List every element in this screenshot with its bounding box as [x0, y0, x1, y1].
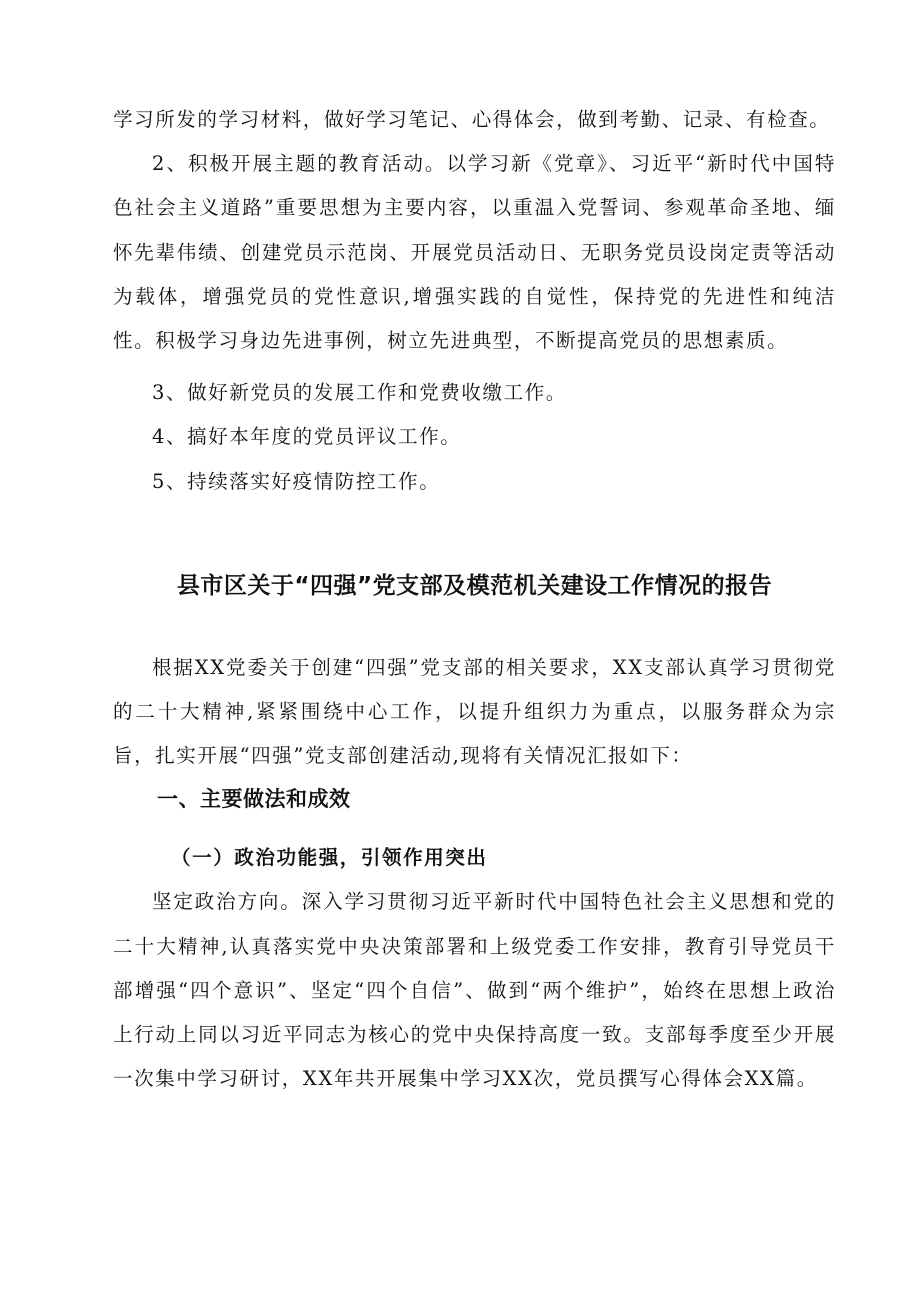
list-item-5: 5、持续落实好疫情防控工作。	[152, 469, 441, 493]
list-item-4: 4、搞好本年度的党员评议工作。	[152, 425, 462, 449]
carryover-paragraph: 学习所发的学习材料，做好学习笔记、心得体会，做到考勤、记录、有检查。	[113, 108, 831, 131]
report-title: 县市区关于“四强”党支部及模范机关建设工作情况的报告	[176, 572, 773, 599]
subsection-heading: （一）政治功能强，引领作用突出	[171, 846, 488, 870]
section-heading: 一、主要做法和成效	[157, 787, 351, 812]
list-item-2: 2、积极开展主题的教育活动。以学习新《党章》、习近平“新时代中国特色社会主义道路”重要思想为主要内容，以重温入党誓词、参观革命圣地、缅怀先辈伟绩、创建党员示范岗、开展党员活动日、无职务党员设岗定责等活动为载体，增强党员的党性意识,增强实践的自觉性，保持党的先进性和纯洁性。积极学习身边先进事例，树立先进典型，不断提高党员的思想素质。	[113, 152, 836, 353]
intro-paragraph: 根据XX党委关于创建“四强”党支部的相关要求，XX支部认真学习贯彻党的二十大精神,紧紧围绕中心工作，以提升组织力为重点，以服务群众为宗旨，扎实开展“四强”党支部创建活动,现将有关情况汇报如下：	[113, 655, 836, 768]
body-paragraph: 坚定政治方向。深入学习贯彻习近平新时代中国特色社会主义思想和党的二十大精神,认真落实党中央决策部署和上级党委工作安排，教育引导党员干部增强“四个意识”、坚定“四个自信”、做到“两个维护”，始终在思想上政治上行动上同以习近平同志为核心的党中央保持高度一致。支部每季度至少开展一次集中学习研讨，XX年共开展集中学习XX次，党员撰写心得体会XX篇。	[113, 890, 836, 1091]
list-item-3: 3、做好新党员的发展工作和党费收缴工作。	[152, 381, 567, 405]
